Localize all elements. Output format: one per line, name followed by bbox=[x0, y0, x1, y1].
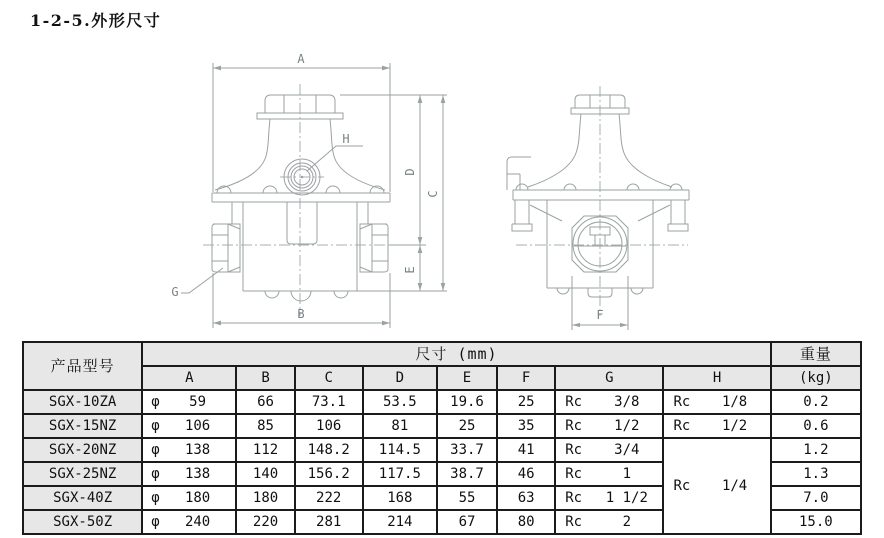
weight-cell: 7.0 bbox=[771, 486, 861, 510]
dim-e-cell: 38.7 bbox=[437, 462, 497, 486]
phi-symbol: φ bbox=[151, 442, 160, 458]
dim-a-cell: φ 138 bbox=[142, 462, 236, 486]
model-cell: SGX-25NZ bbox=[23, 462, 142, 486]
model-cell: SGX-40Z bbox=[23, 486, 142, 510]
side-view-linework bbox=[507, 86, 689, 316]
model-cell: SGX-10ZA bbox=[23, 390, 142, 414]
dim-label-c: C bbox=[426, 190, 440, 198]
phi-symbol: φ bbox=[151, 514, 160, 530]
dim-c-cell: 222 bbox=[295, 486, 363, 510]
phi-symbol: φ bbox=[151, 466, 160, 482]
model-cell: SGX-50Z bbox=[23, 510, 142, 534]
table-row bbox=[23, 390, 861, 414]
dim-f-cell: 25 bbox=[497, 390, 555, 414]
dim-b-cell: 112 bbox=[236, 438, 294, 462]
page-title: 1-2-5.外形尺寸 bbox=[30, 11, 162, 30]
dim-d-cell: 168 bbox=[363, 486, 437, 510]
dim-c-cell: 156.2 bbox=[295, 462, 363, 486]
dim-e-cell: 19.6 bbox=[437, 390, 497, 414]
dim-b-cell: 220 bbox=[236, 510, 294, 534]
dim-c-cell: 281 bbox=[295, 510, 363, 534]
dim-h-cell: Rc 1/2 bbox=[663, 414, 770, 438]
dim-h-merged-cell: Rc 1/4 bbox=[663, 438, 770, 534]
phi-symbol: φ bbox=[151, 490, 160, 506]
weight-cell: 1.3 bbox=[771, 462, 861, 486]
col-header-b: B bbox=[236, 366, 294, 390]
col-header-a: A bbox=[142, 366, 236, 390]
dim-d-cell: 53.5 bbox=[363, 390, 437, 414]
col-header-d: D bbox=[363, 366, 437, 390]
dim-e-cell: 55 bbox=[437, 486, 497, 510]
col-header-g: G bbox=[555, 366, 663, 390]
dim-d-cell: 214 bbox=[363, 510, 437, 534]
dim-c-cell: 106 bbox=[295, 414, 363, 438]
model-header: 产品型号 bbox=[23, 342, 142, 390]
weight-cell: 1.2 bbox=[771, 438, 861, 462]
dim-label-f: F bbox=[596, 308, 604, 322]
dim-g-cell: Rc 1 bbox=[555, 462, 663, 486]
dim-label-e: E bbox=[403, 266, 417, 274]
col-header-h: H bbox=[663, 366, 770, 390]
dim-label-b: B bbox=[297, 307, 305, 321]
phi-symbol: φ bbox=[151, 394, 160, 410]
dim-a-cell: φ 106 bbox=[142, 414, 236, 438]
dim-label-g: G bbox=[171, 285, 179, 299]
weight-header: 重量 bbox=[771, 342, 861, 366]
dim-f-cell: 63 bbox=[497, 486, 555, 510]
weight-unit-header: (kg) bbox=[771, 366, 861, 390]
dim-c-cell: 73.1 bbox=[295, 390, 363, 414]
header-row-1 bbox=[23, 342, 861, 366]
dim-a-cell: φ 240 bbox=[142, 510, 236, 534]
spec-table bbox=[22, 341, 862, 535]
dim-d-cell: 114.5 bbox=[363, 438, 437, 462]
dim-b-cell: 180 bbox=[236, 486, 294, 510]
col-header-f: F bbox=[497, 366, 555, 390]
front-view-dimensions bbox=[171, 52, 447, 328]
weight-cell: 0.2 bbox=[771, 390, 861, 414]
dim-f-cell: 41 bbox=[497, 438, 555, 462]
dim-b-cell: 85 bbox=[236, 414, 294, 438]
dim-h-cell: Rc 1/8 bbox=[663, 390, 770, 414]
dim-label-d: D bbox=[403, 168, 417, 176]
dim-label-a: A bbox=[297, 52, 305, 66]
dim-e-cell: 67 bbox=[437, 510, 497, 534]
dim-a-cell: φ 138 bbox=[142, 438, 236, 462]
dim-a-cell: φ 59 bbox=[142, 390, 236, 414]
dim-g-cell: Rc 3/4 bbox=[555, 438, 663, 462]
col-header-c: C bbox=[295, 366, 363, 390]
dim-f-cell: 35 bbox=[497, 414, 555, 438]
dim-g-cell: Rc 1/2 bbox=[555, 414, 663, 438]
phi-symbol: φ bbox=[151, 418, 160, 434]
dim-g-cell: Rc 3/8 bbox=[555, 390, 663, 414]
model-cell: SGX-15NZ bbox=[23, 414, 142, 438]
dim-e-cell: 33.7 bbox=[437, 438, 497, 462]
dim-d-cell: 81 bbox=[363, 414, 437, 438]
dim-b-cell: 66 bbox=[236, 390, 294, 414]
dim-f-cell: 80 bbox=[497, 510, 555, 534]
col-header-e: E bbox=[437, 366, 497, 390]
dim-b-cell: 140 bbox=[236, 462, 294, 486]
dim-g-cell: Rc 2 bbox=[555, 510, 663, 534]
dim-label-h: H bbox=[342, 132, 350, 146]
dims-header: 尺寸 (mm) bbox=[142, 342, 770, 366]
dim-c-cell: 148.2 bbox=[295, 438, 363, 462]
header-row-2 bbox=[23, 366, 861, 390]
table-row bbox=[23, 438, 861, 462]
model-cell: SGX-20NZ bbox=[23, 438, 142, 462]
dim-d-cell: 117.5 bbox=[363, 462, 437, 486]
front-view-linework bbox=[203, 84, 397, 316]
dim-e-cell: 25 bbox=[437, 414, 497, 438]
dim-f-cell: 46 bbox=[497, 462, 555, 486]
weight-cell: 15.0 bbox=[771, 510, 861, 534]
table-row bbox=[23, 414, 861, 438]
weight-cell: 0.6 bbox=[771, 414, 861, 438]
dim-a-cell: φ 180 bbox=[142, 486, 236, 510]
dim-g-cell: Rc 1 1/2 bbox=[555, 486, 663, 510]
